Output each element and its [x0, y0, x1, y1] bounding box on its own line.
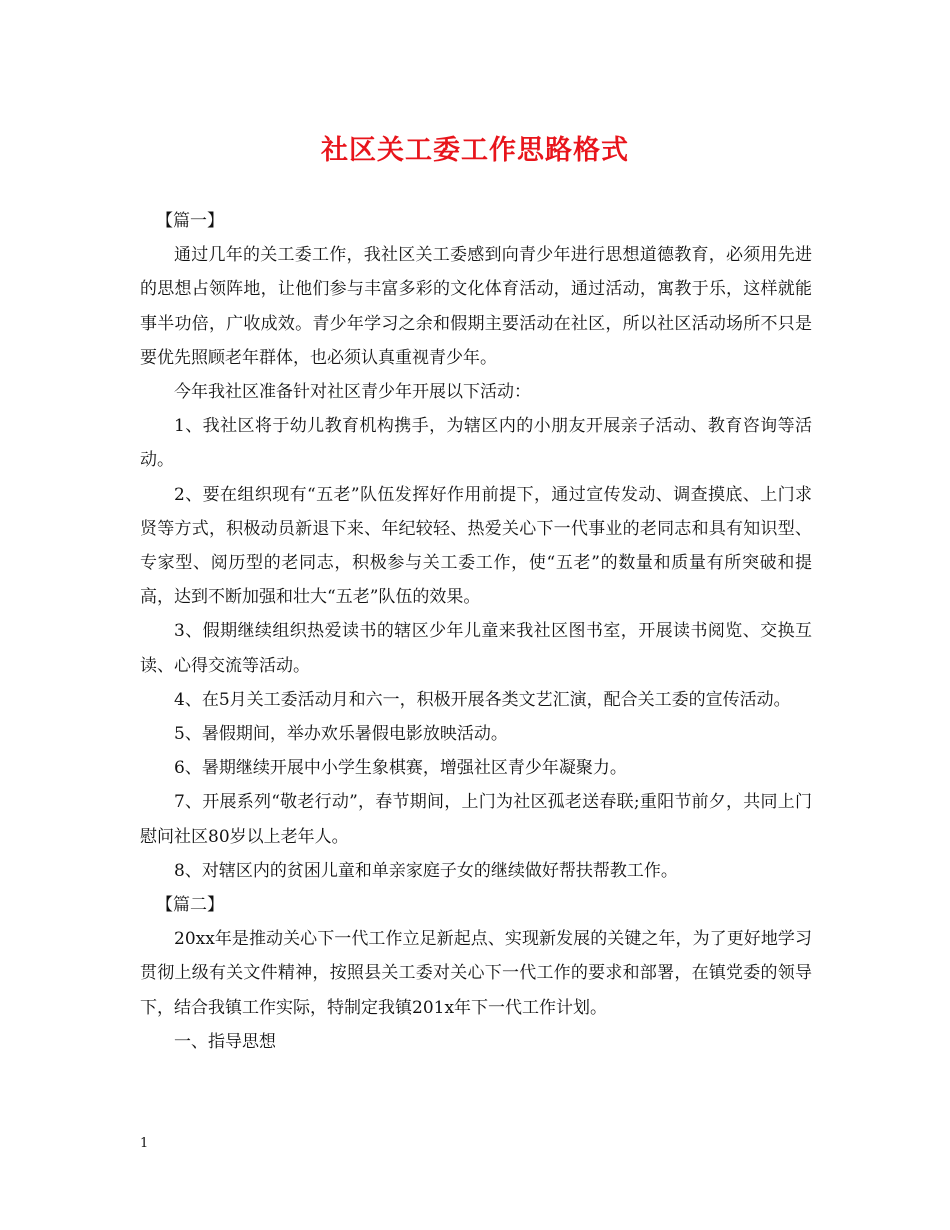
list-item-2: 2、要在组织现有“五老”队伍发挥好作用前提下，通过宣传发动、调查摸底、上门求贤等方式，积极动员新退下来、年纪较轻、热爱关心下一代事业的老同志和具有知识型、专家型、阅历型的老同志，积极参与关工委工作，使“五老”的数量和质量有所突破和提高，达到不断加强和壮大“五老”队伍的效果。 [140, 484, 812, 608]
list-item-7: 7、开展系列“敬老行动”，春节期间，上门为社区孤老送春联;重阳节前夕，共同上门慰问社区80岁以上老年人。 [140, 792, 812, 847]
list-item-1: 1、我社区将于幼儿教育机构携手，为辖区内的小朋友开展亲子活动、教育咨询等活动。 [140, 416, 812, 471]
subheading-guiding-thought: 一、指导思想 [174, 1031, 276, 1052]
list-item-6: 6、暑期继续开展中小学生象棋赛，增强社区青少年凝聚力。 [174, 758, 627, 779]
list-item-3: 3、假期继续组织热爱读书的辖区少年儿童来我社区图书室，开展读书阅览、交换互读、心得交流等活动。 [140, 621, 812, 676]
list-item-4: 4、在5月关工委活动月和六一，积极开展各类文艺汇演，配合关工委的宣传活动。 [174, 689, 791, 710]
paragraph-section2-intro: 20xx年是推动关心下一代工作立足新起点、实现新发展的关键之年，为了更好地学习贯彻上级有关文件精神，按照县关工委对关心下一代工作的要求和部署，在镇党委的领导下，结合我镇工作实际，特制定我镇201x年下一代工作计划。 [140, 929, 812, 1018]
document-body [140, 204, 812, 1059]
section-heading-1: 【篇一】 [156, 211, 224, 231]
paragraph-intro: 通过几年的关工委工作，我社区关工委感到向青少年进行思想道德教育，必须用先进的思想占领阵地，让他们参与丰富多彩的文化体育活动，通过活动，寓教于乐，这样就能事半功倍，广收成效。青少年学习之余和假期主要活动在社区，所以社区活动场所不只是要优先照顾老年群体，也必须认真重视青少年。 [140, 245, 812, 368]
paragraph-plan-lead: 今年我社区准备针对社区青少年开展以下活动： [174, 382, 531, 403]
document-title: 社区关工委工作思路格式 [321, 135, 629, 166]
page-number: 1 [140, 1136, 149, 1151]
section-heading-2: 【篇二】 [156, 895, 224, 916]
list-item-8: 8、对辖区内的贫困儿童和单亲家庭子女的继续做好帮扶帮教工作。 [174, 860, 678, 881]
list-item-5: 5、暑假期间，举办欢乐暑假电影放映活动。 [174, 724, 508, 745]
